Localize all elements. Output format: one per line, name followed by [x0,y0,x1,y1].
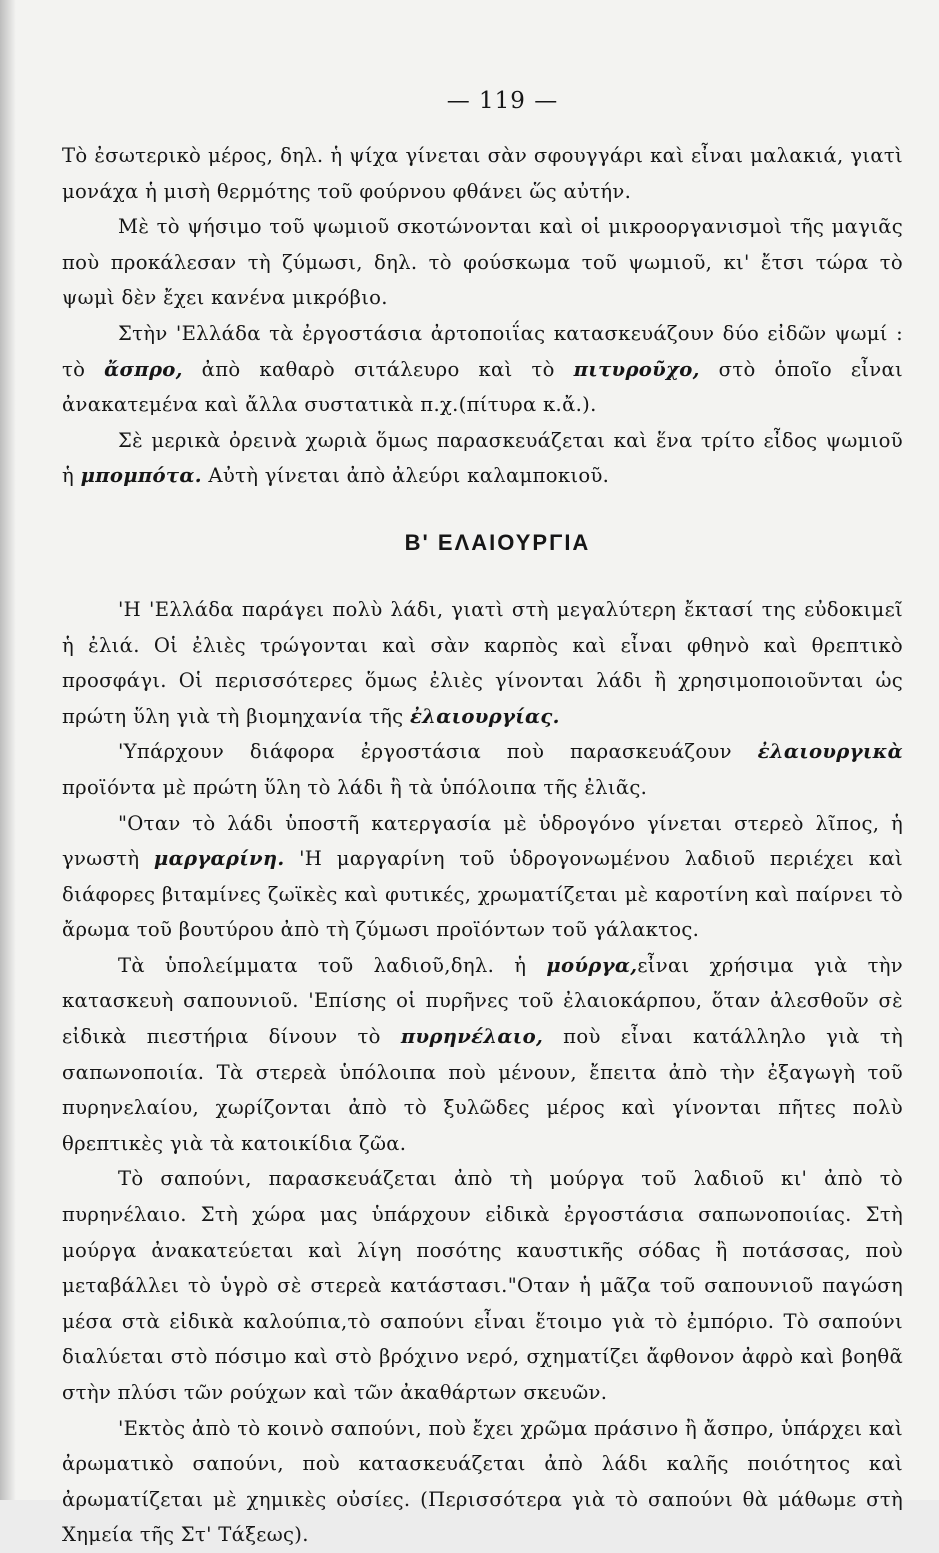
paragraph-text: 'Η μαργαρίνη τοῦ ὑδρογονωμένου λαδιοῦ περιέχει καὶ διάφορες βιταμίνες ζωϊκὲς καὶ φυτικές, χρωματίζεται μὲ καροτίνη καὶ παίρνει τὸ ἄρωμα τοῦ βουτύρου ἀπὸ τὴ ζύμωσι προϊόντων τοῦ γάλακτος. [62,847,903,942]
paragraph-text: 'Η 'Ελλάδα παράγει πολὺ λάδι, γιατὶ στὴ μεγαλύτερη ἔκτασί της εὐδοκιμεῖ ἡ ἐλιά. Οἱ ἐλιὲς τρώγονται καὶ σὰν καρπὸς καὶ εἶναι φθηνὸ καὶ θρεπτικὸ προσφάγι. Οἱ περισσότερες ὅμως ἐλιὲς γίνονται λάδι ἢ χρησιμοποιοῦνται ὡς πρώτη ὕλη γιὰ τὴ βιομηχανία τῆς [62,597,903,728]
paragraph [62,948,903,1162]
keyword: μαργαρίνη. [153,847,285,871]
paragraph [62,1161,903,1410]
paragraph-text: στὸ ὁποῖο εἶναι ἀνακατεμένα καὶ ἄλλα συστατικὰ π.χ.(πίτυρα κ.ἄ.). [62,357,903,417]
paragraph-text: Τὸ σαπούνι, παρασκευάζεται ἀπὸ τὴ μούργα τοῦ λαδιοῦ κι' ἀπὸ τὸ πυρηνέλαιο. Στὴ χώρα μας ὑπάρχουν εἰδικὰ ἐργοστάσια σαπωνοποιίας. Στὴ μούργα ἀνακατεύεται καὶ λίγη ποσότης καυστικῆς σόδας ἢ ποτάσσας, ποὺ μεταβάλλει τὸ ὑγρὸ σὲ στερεὰ κατάστασι."Οταν ἡ μᾶζα τοῦ σαπουνιοῦ παγώση μέσα στὰ εἰδικὰ καλούπια,τὸ σαπούνι εἶναι ἕτοιμο γιὰ τὸ ἐμπόριο. Τὸ σαπούνι διαλύεται στὸ πόσιμο καὶ στὸ βρόχινο νερό, σχηματίζει ἄφθονον ἀφρὸ καὶ βοηθᾶ στὴν πλύσι τῶν ρούχων καὶ τῶν ἀκαθάρτων σκευῶν. [62,1167,903,1404]
paragraph [62,209,903,316]
paragraph-text: 'Εκτὸς ἀπὸ τὸ κοινὸ σαπούνι, ποὺ ἔχει χρῶμα πράσινο ἢ ἄσπρο, ὑπάρχει καὶ ἀρωματικὸ σαπούνι, ποὺ κατασκευάζεται ἀπὸ λάδι καλῆς ποιότητος καὶ ἀρωματίζεται μὲ χημικὲς οὐσίες. (Περισσότερα γιὰ τὸ σαπούνι θὰ μάθωμε στὴ Χημεία τῆς Στ' Τάξεως). [62,1416,903,1547]
paragraph-text: Αὐτὴ γίνεται ἀπὸ ἀλεύρι καλαμποκιοῦ. [201,464,610,488]
section-heading: Β' ΕΛΑΙΟΥΡΓΙΑ [404,529,591,555]
paragraph [62,138,903,209]
paragraph [62,734,903,805]
paragraph [62,592,903,734]
paragraph-text: Τὸ ἐσωτερικὸ μέρος, δηλ. ἡ ψίχα γίνεται σὰν σφουγγάρι καὶ εἶναι μαλακιά, γιατὶ μονάχα ἡ μισὴ θερμότης τοῦ φούρνου φθάνει ὥς αὐτήν. [62,144,903,203]
paragraph-text: Μὲ τὸ ψήσιμο τοῦ ψωμιοῦ σκοτώνονται καὶ οἱ μικροοργανισμοὶ τῆς μαγιᾶς ποὺ προκάλεσαν τὴ ζύμωσι, δηλ. τὸ φούσκωμα τοῦ ψωμιοῦ, κι' ἔτσι τώρα τὸ ψωμὶ δὲν ἔχει κανένα μικρόβιο. [62,215,903,310]
paragraph-text: Στὴν 'Ελλάδα τὰ ἐργοστάσια ἀρτοποιΐας κατασκευάζουν δύο εἰδῶν ψωμί : τὸ [62,321,903,381]
paragraph-text: προϊόντα μὲ πρώτη ὕλη τὸ λάδι ἢ τὰ ὑπόλοιπα τῆς ἐλιᾶς. [62,775,648,799]
keyword: ἐλαιουργίας. [409,704,560,728]
keyword: πιτυροῦχο, [573,357,700,381]
keyword: πυρηνέλαιο, [400,1025,544,1049]
keyword: μπομπότα. [80,464,202,488]
keyword: ἄσπρο, [104,357,183,381]
paragraph-text: 'Υπάρχουν διάφορα ἐργοστάσια ποὺ παρασκευάζουν [118,740,758,764]
paragraph-text: ἀπὸ καθαρὸ σιτάλευρο καὶ τὸ [182,357,574,381]
paragraph [62,1411,903,1553]
keyword: ἐλαιουργικὰ [757,740,903,764]
paragraph [62,806,903,948]
paragraph-text: εἶναι χρήσιμα γιὰ τὴν κατασκευὴ σαπουνιοῦ. 'Επίσης οἱ πυρῆνες τοῦ ἐλαιοκάρπου, ὅταν ἀλεσθοῦν σὲ εἰδικὰ πιεστήρια δίνουν τὸ [62,953,903,1049]
keyword: μούργα, [546,953,638,977]
paragraph-text: ποὺ εἶναι κατάλληλο γιὰ τὴ σαπωνοποιία. Τὰ στερεὰ ὑπόλοιπα ποὺ μένουν, ἔπειτα ἀπὸ τὴν ἐξαγωγὴ τοῦ πυρηνελαίου, χωρίζονται ἀπὸ τὸ ξυλῶδες μέρος καὶ γίνονται πῆτες πολὺ θρεπτικὲς γιὰ τὰ κατοικίδια ζῶα. [62,1025,903,1155]
paragraph [62,423,903,494]
paragraph-text: "Οταν τὸ λάδι ὑποστῆ κατεργασία μὲ ὑδρογόνο γίνεται στερεὸ λῖπος, ἡ γνωστὴ [62,811,903,871]
paragraph-text: Τὰ ὑπολείμματα τοῦ λαδιοῦ,δηλ. ἡ [118,953,547,977]
page-number: — 119 — [446,88,559,114]
paragraph-text: Σὲ μερικὰ ὀρεινὰ χωριὰ ὅμως παρασκευάζεται καὶ ἕνα τρίτο εἶδος ψωμιοῦ ἡ [62,428,903,488]
paragraph [62,316,903,423]
